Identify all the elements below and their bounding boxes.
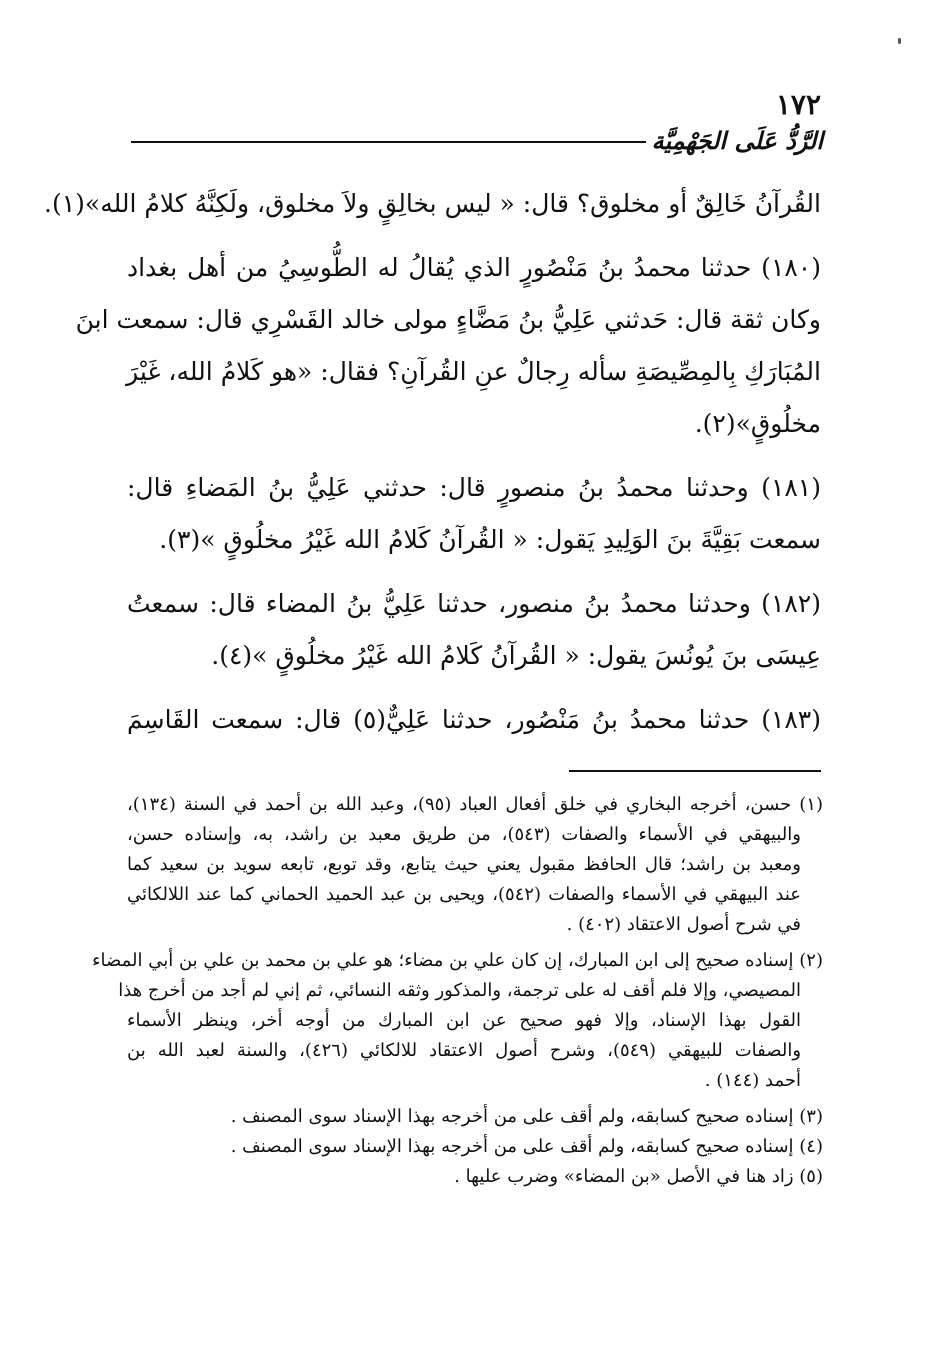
footnote-line: ومعبد بن راشد؛ قال الحافظ مقبول يعني حيث يتابع، وقد توبع، تابعه سويد بن سعيد كما [127,854,801,875]
text-line: المُبَارَكِ بِالمِصِّيصَةِ سأله رِجالٌ عنِ القُرآنِ؟ فقال: «هو كَلامُ الله، غَيْرَ [126,357,821,386]
scan-speck [898,38,901,44]
text-line: عِيسَى بنَ يُونُسَ يقول: « القُرآنُ كَلامُ الله غَيْرُ مخلُوقٍ »(٤). [211,641,821,670]
text-line: (١٨٠) حدثنا محمدُ بنُ مَنْصُورٍ الذي يُقالُ له الطُّوسِيُ من أهل بغداد [127,253,821,282]
footnote-line: في شرح أصول الاعتقاد (٤٠٢) . [566,914,801,935]
text-line: مخلُوقٍ»(٢). [694,409,821,438]
main-text [44,178,822,746]
footnote-line: القول بهذا الإسناد، وإلا فهو صحيح عن ابن المبارك من أوجه أخر، وينظر الأسماء [127,1010,801,1031]
footnote-separator [569,770,821,772]
footnote-line: (٤) إسناده صحيح كسابقه، ولم أقف على من أخرجه بهذا الإسناد سوى المصنف . [230,1136,823,1157]
footnote-line: (٣) إسناده صحيح كسابقه، ولم أقف على من أخرجه بهذا الإسناد سوى المصنف . [230,1106,823,1127]
footnote-line: المصيصي، وإلا فلم أقف له على ترجمة، والمذكور وثقه النسائي، ثم إني لم أجد من أخرج هذا [118,980,801,1001]
footnote-line: والصفات للبيهقي (٥٤٩)، وشرح أصول الاعتقاد للالكائي (٤٢٦)، والسنة لعبد الله بن [127,1040,802,1061]
footnote-line: والبيهقي في الأسماء والصفات (٥٤٣)، من طريق معبد بن راشد، به، وإسناده حسن، [127,824,801,845]
text-line: (١٨٢) وحدثنا محمدُ بنُ منصور، حدثنا عَلِيُّ بنُ المضاء قال: سمعتُ [127,589,821,618]
footnotes [92,790,823,1192]
page-number: ١٧٢ [775,88,821,121]
text-line: القُرآنُ خَالِقٌ أو مخلوق؟ قال: « ليس بخالِقٍ ولاَ مخلوق، ولَكِنَّهُ كلامُ الله»(١). [44,189,821,218]
text-line: (١٨١) وحدثنا محمدُ بنُ منصورٍ قال: حدثني عَلِيُّ بنُ المَضاءِ قال: [127,473,821,502]
header-rule [131,141,646,143]
footnote-line: أحمد (١٤٤) . [704,1070,801,1091]
text-line: سمعت بَقِيَّةَ بنَ الوَلِيدِ يَقول: « القُرآنُ كَلامُ الله غَيْرُ مخلُوقٍ »(٣). [159,525,821,554]
footnote-line: (٢) إسناده صحيح إلى ابن المبارك، إن كان علي بن مضاء؛ هو علي بن محمد بن علي بن أبي المضاء [92,950,823,971]
text-line: وكان ثقة قال: حَدثني عَلِيُّ بنُ مَضَّاءٍ مولى خالد القَسْرِي قال: سمعت ابنَ [75,305,821,334]
running-header [131,120,823,160]
running-title: الرَّدُّ عَلَى الجَهْمِيَّة [651,125,823,155]
text-line: (١٨٣) حدثنا محمدُ بنُ مَنْصُور، حدثنا عَلِيٌّ(٥) قال: سمعت القَاسِمَ [127,705,822,734]
footnote-line: (١) حسن، أخرجه البخاري في خلق أفعال العباد (٩٥)، وعبد الله بن أحمد في السنة (١٣٤)، [127,794,823,815]
footnote-line: (٥) زاد هنا في الأصل «بن المضاء» وضرب عليها . [454,1166,823,1187]
footnote-line: عند البيهقي في الأسماء والصفات (٥٤٢)، ويحيى بن عبد الحميد الحماني كما عند اللالكائي [127,884,801,905]
